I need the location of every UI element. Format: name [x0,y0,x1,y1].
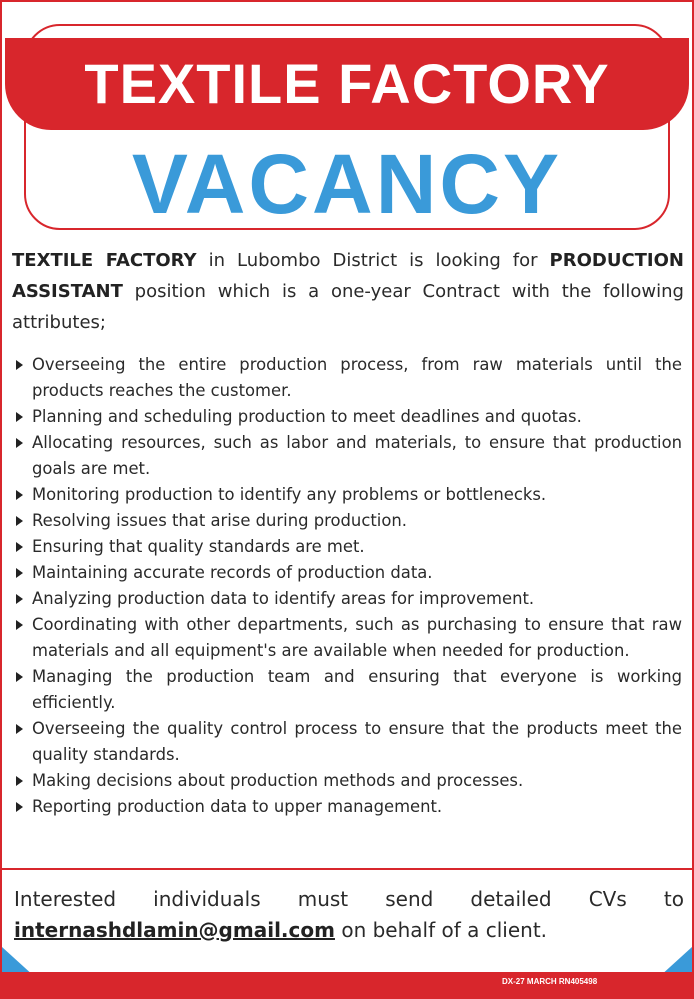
instruction-word: Interested [14,887,117,911]
duty-item [14,352,682,404]
email-line-tail: on behalf of a client. [334,918,548,942]
duty-item [14,794,682,820]
intro-text-1: in Lubombo District is looking for [196,250,550,271]
duty-item [14,560,682,586]
instruction-word: individuals [153,887,261,911]
bullet-arrow-icon [16,490,23,500]
duty-text: Reporting production data to upper management. [32,797,443,816]
duty-item [14,664,682,716]
duty-text: Managing the production team and ensuring that everyone is working efficiently. [32,667,682,712]
duty-text: Making decisions about production methods and processes. [32,771,524,790]
duty-text: Planning and scheduling production to meet deadlines and quotas. [32,407,582,426]
duty-item [14,586,682,612]
duties-list [14,352,682,820]
duty-text: Overseeing the quality control process to ensure that the products meet the quality standards. [32,719,682,764]
duty-text: Analyzing production data to identify areas for improvement. [32,589,535,608]
duty-item [14,716,682,768]
reference-number: DX-27 MARCH RN405498 [502,977,598,986]
instruction-word: CVs [588,887,627,911]
application-instructions [14,884,684,946]
duty-text: Allocating resources, such as labor and materials, to ensure that production goals are met. [32,433,682,478]
email-line [14,915,684,946]
bullet-arrow-icon [16,412,23,422]
duty-item [14,612,682,664]
contact-email-link[interactable]: internashdlamin@gmail.com [14,918,335,942]
duty-item [14,430,682,482]
instruction-word: to [663,887,684,911]
bullet-arrow-icon [16,620,23,630]
bullet-arrow-icon [16,672,23,682]
duty-item [14,482,682,508]
duty-text: Maintaining accurate records of production data. [32,563,433,582]
footer-divider [2,868,692,870]
bullet-arrow-icon [16,802,23,812]
duty-text: Coordinating with other departments, such as purchasing to ensure that raw materials and all equipment's are available when needed for production. [32,615,682,660]
vacancy-heading: VACANCY [131,137,563,231]
advert-title: TEXTILE FACTORY [84,52,610,115]
bullet-arrow-icon [16,360,23,370]
company-name: TEXTILE FACTORY [12,250,197,271]
intro-text-2: position which is a one-year Contract with the following attributes; [12,281,684,333]
bullet-arrow-icon [16,724,23,734]
duty-text: Overseeing the entire production process, from raw materials until the products reaches the customer. [32,355,682,400]
instructions-line [14,884,684,915]
intro-paragraph [12,245,684,338]
position-name: PRODUCTION ASSISTANT [12,250,684,302]
bullet-arrow-icon [16,568,23,578]
duty-text: Resolving issues that arise during production. [32,511,407,530]
duty-item [14,768,682,794]
duty-text: Monitoring production to identify any problems or bottlenecks. [32,485,547,504]
duty-text: Ensuring that quality standards are met. [32,537,365,556]
instruction-word: detailed [470,887,552,911]
instruction-word: send [385,887,434,911]
bullet-arrow-icon [16,438,23,448]
bullet-arrow-icon [16,776,23,786]
bullet-arrow-icon [16,542,23,552]
bullet-arrow-icon [16,594,23,604]
bullet-arrow-icon [16,516,23,526]
duty-item [14,534,682,560]
instruction-word: must [297,887,349,911]
duty-item [14,508,682,534]
duty-item [14,404,682,430]
